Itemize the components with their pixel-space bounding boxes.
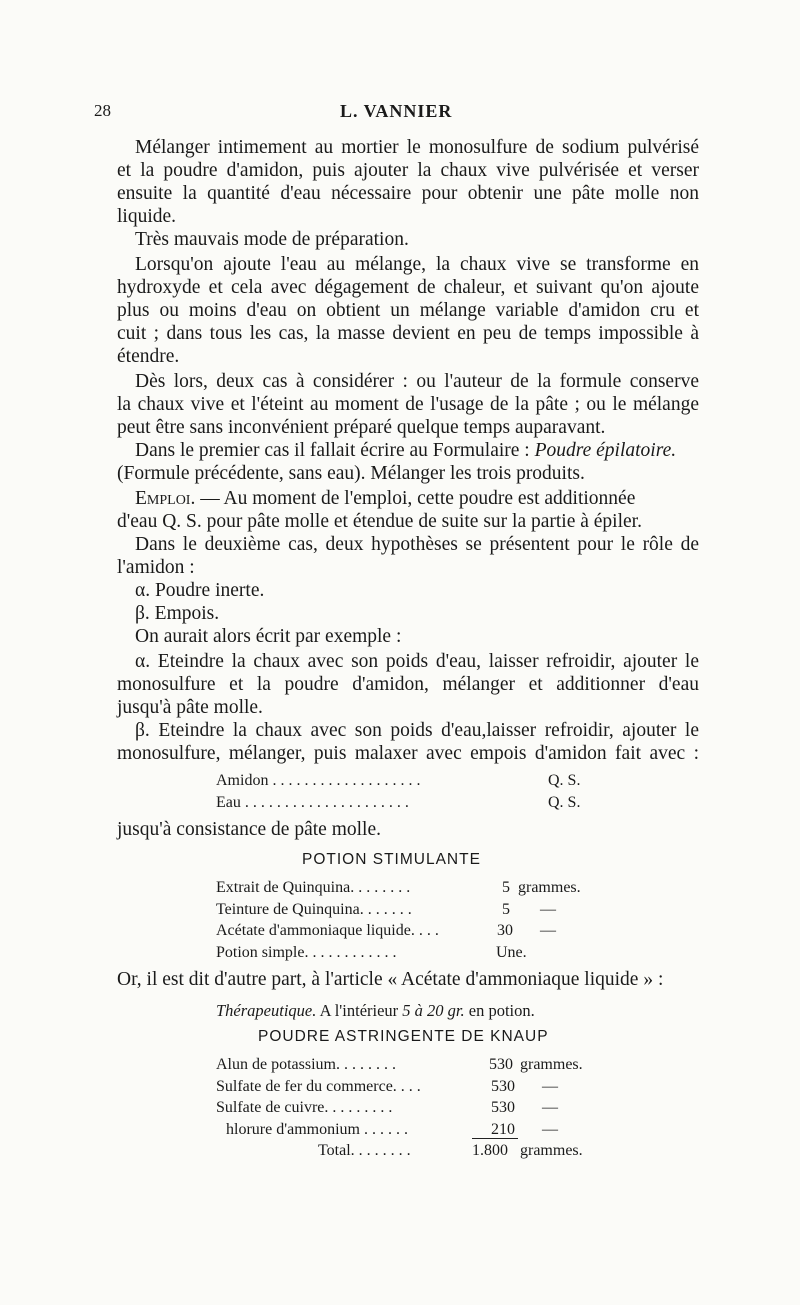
body-line: Très mauvais mode de préparation. bbox=[135, 229, 409, 250]
ingredient-name: Extrait de Quinquina. . . . . . . . bbox=[216, 879, 411, 896]
body-line: peut être sans inconvénient préparé quelque temps auparavant. bbox=[117, 417, 606, 438]
body-line: jusqu'à consistance de pâte molle. bbox=[117, 819, 381, 840]
body-line: Lorsqu'on ajoute l'eau au mélange, la chaux vive se transforme en bbox=[135, 254, 699, 275]
table-row bbox=[216, 920, 606, 942]
body-line: liquide. bbox=[117, 206, 177, 227]
body-line: Dans le deuxième cas, deux hypothèses se présentent pour le rôle de bbox=[135, 534, 699, 555]
body-line: l'amidon : bbox=[117, 557, 195, 578]
ingredient-unit: — bbox=[540, 922, 556, 939]
ingredient-quantity: Q. S. bbox=[548, 793, 581, 811]
formula-name: Poudre épilatoire. bbox=[534, 440, 677, 461]
ingredient-name: Teinture de Quinquina. . . . . . . bbox=[216, 900, 412, 918]
body-line: monosulfure, mélanger, puis malaxer avec empois d'amidon fait avec : bbox=[117, 743, 699, 764]
ingredient-unit: — bbox=[542, 1120, 558, 1138]
table-row bbox=[216, 770, 596, 792]
ingredients-table bbox=[216, 770, 596, 813]
therapeutique-note bbox=[216, 1000, 535, 1022]
body-line: ensuite la quantité d'eau nécessaire pour obtenir une pâte molle non bbox=[117, 183, 699, 204]
ingredient-name: Sulfate de fer du commerce. . . . bbox=[216, 1077, 421, 1095]
body-line: cuit ; dans tous les cas, la masse devient en peu de temps impossible à bbox=[117, 323, 699, 344]
body-line: jusqu'à pâte molle. bbox=[117, 697, 263, 718]
emploi-label: Emploi. bbox=[135, 488, 196, 509]
ingredient-name: Sulfate de cuivre. . . . . . . . . bbox=[216, 1099, 393, 1116]
running-title: L. VANNIER bbox=[340, 101, 453, 121]
table-row bbox=[216, 792, 596, 814]
ingredient-quantity: 5 bbox=[502, 879, 510, 896]
ingredient-name: Acétate d'ammoniaque liquide. . . . bbox=[216, 922, 439, 939]
page-header bbox=[0, 101, 800, 127]
body-line: et la poudre d'amidon, puis ajouter la chaux vive pulvérisée et verser bbox=[117, 160, 699, 181]
ingredient-quantity: 5 bbox=[502, 900, 510, 918]
body-line: étendre. bbox=[117, 346, 180, 367]
table-row bbox=[216, 1076, 606, 1098]
recipe-title: POTION STIMULANTE bbox=[302, 851, 481, 868]
body-line: plus ou moins d'eau on obtient un mélange variable d'amidon cru et bbox=[117, 300, 699, 321]
ingredient-name: hlorure d'ammonium . . . . . . bbox=[226, 1120, 408, 1138]
ingredient-unit: — bbox=[542, 1077, 558, 1095]
body-text: Dans le premier cas il fallait écrire au Formulaire : bbox=[135, 440, 535, 461]
total-row bbox=[216, 1140, 606, 1162]
ingredient-quantity: 30 bbox=[497, 922, 513, 939]
table-row bbox=[216, 899, 606, 921]
body-line: β. Eteindre la chaux avec son poids d'eau,laisser refroidir, ajouter le bbox=[135, 720, 699, 741]
therapeutique-dose: 5 à 20 gr. bbox=[402, 1001, 465, 1020]
body-line: Mélanger intimement au mortier le monosulfure de sodium pulvérisé bbox=[135, 137, 699, 158]
poudre-table bbox=[216, 1054, 606, 1140]
therapeutique-label: Thérapeutique. bbox=[216, 1001, 317, 1020]
total-unit: grammes. bbox=[520, 1142, 583, 1159]
ingredient-name: Eau . . . . . . . . . . . . . . . . . . . . . bbox=[216, 793, 409, 811]
body-line: la chaux vive et l'éteint au moment de l'usage de la pâte ; ou le mélange bbox=[117, 394, 699, 415]
ingredient-name: Alun de potassium. . . . . . . . bbox=[216, 1056, 396, 1073]
ingredient-unit: grammes. bbox=[518, 879, 581, 896]
recipe-title: POUDRE ASTRINGENTE DE KNAUP bbox=[258, 1028, 549, 1045]
total-quantity: 1.800 bbox=[472, 1142, 508, 1159]
page-number: 28 bbox=[94, 101, 111, 120]
body-line bbox=[135, 487, 699, 510]
ingredient-quantity: 210 bbox=[491, 1120, 515, 1138]
ingredient-quantity: Q. S. bbox=[548, 772, 581, 789]
body-line: hydroxyde et cela avec dégagement de chaleur, et suivant qu'on ajoute bbox=[117, 277, 699, 298]
ingredient-quantity: 530 bbox=[489, 1056, 513, 1073]
ingredient-quantity: 530 bbox=[491, 1077, 515, 1095]
ingredient-quantity: Une. bbox=[496, 943, 527, 961]
body-line: α. Eteindre la chaux avec son poids d'eau, laisser refroidir, ajouter le bbox=[135, 651, 699, 672]
sum-rule bbox=[472, 1138, 518, 1139]
body-text: — Au moment de l'emploi, cette poudre est additionnée bbox=[195, 488, 636, 509]
list-item: β. Empois. bbox=[135, 603, 220, 624]
body-line bbox=[135, 439, 699, 462]
ingredient-name: Potion simple. . . . . . . . . . . . bbox=[216, 943, 397, 961]
table-row bbox=[216, 877, 606, 899]
table-row bbox=[216, 1097, 606, 1119]
ingredient-unit: — bbox=[540, 900, 556, 918]
body-line: (Formule précédente, sans eau). Mélanger les trois produits. bbox=[117, 463, 585, 484]
body-line: Or, il est dit d'autre part, à l'article « Acétate d'ammoniaque liquide » : bbox=[117, 969, 664, 990]
ingredient-unit: — bbox=[542, 1099, 558, 1116]
ingredient-quantity: 530 bbox=[491, 1099, 515, 1116]
table-row bbox=[216, 1054, 606, 1076]
body-line: On aurait alors écrit par exemple : bbox=[135, 626, 402, 647]
table-row bbox=[216, 1119, 606, 1141]
therapeutique-text: en potion. bbox=[464, 1001, 535, 1020]
ingredient-name: Amidon . . . . . . . . . . . . . . . . . . . bbox=[216, 772, 421, 789]
list-item: α. Poudre inerte. bbox=[135, 580, 265, 601]
body-line: d'eau Q. S. pour pâte molle et étendue de suite sur la partie à épiler. bbox=[117, 511, 642, 532]
therapeutique-text: A l'intérieur bbox=[316, 1001, 403, 1020]
table-row bbox=[216, 942, 606, 964]
body-line: monosulfure et la poudre d'amidon, mélanger et additionner d'eau bbox=[117, 674, 699, 695]
total-label: Total. . . . . . . . bbox=[318, 1142, 411, 1159]
potion-table bbox=[216, 877, 606, 963]
table-row bbox=[216, 1140, 606, 1162]
body-line: Dès lors, deux cas à considérer : ou l'auteur de la formule conserve bbox=[135, 371, 699, 392]
ingredient-unit: grammes. bbox=[520, 1056, 583, 1073]
